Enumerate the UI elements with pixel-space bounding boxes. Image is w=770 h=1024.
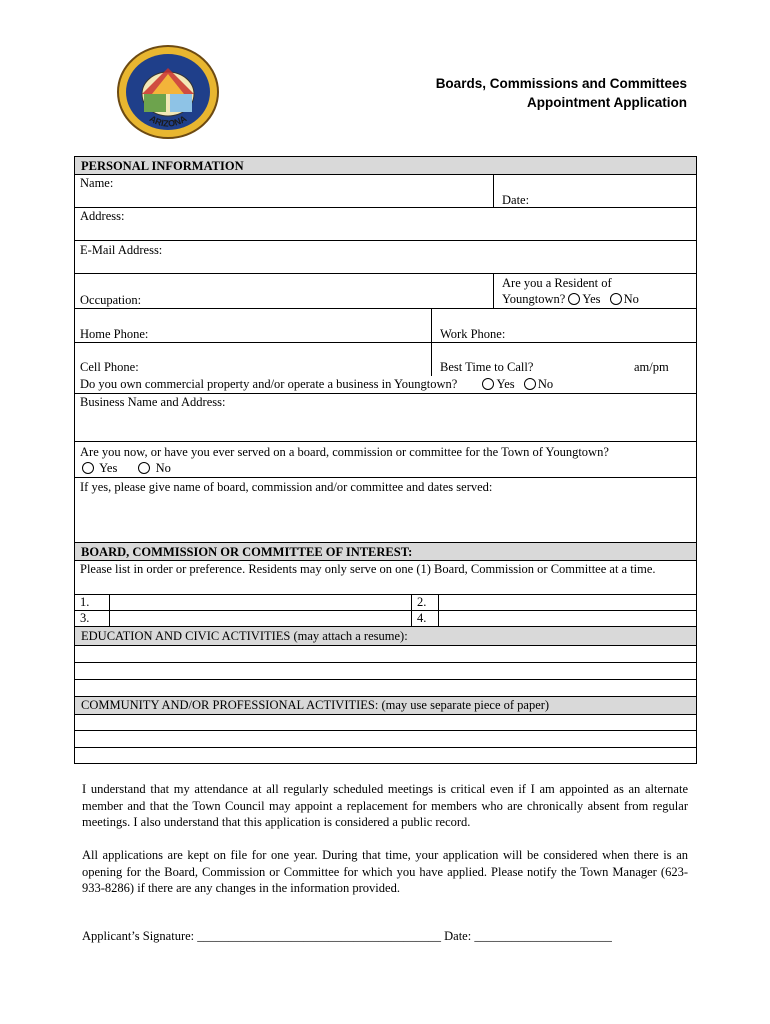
resident-no-label: No bbox=[623, 292, 639, 306]
attendance-statement: I understand that my attendance at all regularly scheduled meetings is critical even if I am appointed as an alternate member and that the Town Council may appoint a replacement for members who are chronically absent from regular meetings. I also understand that this application is considered a public record. bbox=[82, 782, 688, 829]
seal-bottom-text: ARIZONA bbox=[147, 113, 189, 129]
served-no-label: No bbox=[155, 461, 171, 475]
occupation-field[interactable] bbox=[75, 274, 493, 308]
education-line-1[interactable] bbox=[75, 646, 696, 662]
interest-header: BOARD, COMMISSION OR COMMITTEE OF INTEREST: bbox=[75, 543, 696, 560]
education-label: EDUCATION AND CIVIC ACTIVITIES (may attach a resume): bbox=[75, 627, 696, 645]
name-label: Name: bbox=[80, 176, 114, 190]
cell-phone-field[interactable] bbox=[75, 343, 431, 376]
choice-3-field[interactable] bbox=[110, 611, 411, 626]
date-label: Date: bbox=[502, 193, 530, 207]
am-pm-label: am/pm bbox=[634, 360, 669, 374]
work-phone-label: Work Phone: bbox=[440, 327, 506, 341]
cell-phone-label: Cell Phone: bbox=[80, 360, 139, 374]
business-question bbox=[80, 377, 553, 392]
served-yes-radio[interactable] bbox=[82, 462, 94, 474]
served-options bbox=[80, 461, 171, 476]
home-phone-field[interactable] bbox=[75, 309, 431, 342]
business-name-field[interactable] bbox=[75, 394, 696, 441]
occupation-label: Occupation: bbox=[80, 293, 142, 307]
title-line-2: Appointment Application bbox=[527, 95, 687, 110]
home-phone-label: Home Phone: bbox=[80, 327, 149, 341]
community-line-1[interactable] bbox=[75, 715, 696, 730]
email-field[interactable] bbox=[75, 241, 696, 273]
name-field[interactable] bbox=[75, 175, 493, 207]
address-field[interactable] bbox=[75, 208, 696, 240]
served-details-field[interactable] bbox=[75, 478, 696, 542]
business-no-label: No bbox=[537, 377, 554, 391]
personal-info-header: PERSONAL INFORMATION bbox=[75, 157, 696, 174]
community-line-2[interactable] bbox=[75, 731, 696, 747]
town-seal-logo bbox=[116, 44, 220, 140]
resident-question-line2: Youngtown? bbox=[502, 292, 566, 306]
served-no-radio[interactable] bbox=[138, 462, 150, 474]
resident-no-radio[interactable] bbox=[610, 293, 622, 305]
business-name-label: Business Name and Address: bbox=[80, 395, 226, 409]
document-title bbox=[436, 74, 687, 112]
interest-instructions: Please list in order or preference. Residents may only serve on one (1) Board, Commission or Committee at a time. bbox=[80, 562, 656, 576]
choice-2-label: 2. bbox=[417, 595, 427, 609]
served-details-label: If yes, please give name of board, commission and/or committee and dates served: bbox=[80, 480, 493, 494]
choice-3-label: 3. bbox=[80, 611, 90, 625]
work-phone-field[interactable] bbox=[432, 309, 696, 342]
email-label: E-Mail Address: bbox=[80, 243, 163, 257]
business-yes-radio[interactable] bbox=[482, 378, 494, 390]
address-label: Address: bbox=[80, 209, 125, 223]
signature-line[interactable]: Applicant’s Signature: _______________________________________ Date: ______________________ bbox=[82, 929, 612, 943]
resident-yes-label: Yes bbox=[582, 292, 601, 306]
best-time-field[interactable] bbox=[554, 343, 630, 376]
resident-question bbox=[502, 292, 639, 307]
community-label: COMMUNITY AND/OR PROFESSIONAL ACTIVITIES: (may use separate piece of paper) bbox=[75, 697, 696, 714]
choice-1-field[interactable] bbox=[110, 595, 411, 610]
application-form bbox=[74, 156, 697, 764]
served-yes-label: Yes bbox=[99, 461, 118, 475]
choice-2-field[interactable] bbox=[439, 595, 696, 610]
business-no-radio[interactable] bbox=[524, 378, 536, 390]
choice-4-field[interactable] bbox=[439, 611, 696, 626]
education-line-2[interactable] bbox=[75, 663, 696, 679]
choice-4-label: 4. bbox=[417, 611, 427, 625]
seal-top-text bbox=[116, 44, 220, 46]
resident-question-line1: Are you a Resident of bbox=[502, 276, 612, 290]
business-question-text: Do you own commercial property and/or operate a business in Youngtown? bbox=[80, 377, 458, 391]
title-line-1: Boards, Commissions and Committees bbox=[435, 76, 687, 91]
best-time-label: Best Time to Call? bbox=[440, 360, 534, 374]
community-line-3[interactable] bbox=[75, 748, 696, 763]
served-question: Are you now, or have you ever served on a board, commission or committee for the Town of Youngtown? bbox=[80, 445, 609, 459]
resident-yes-radio[interactable] bbox=[568, 293, 580, 305]
file-retention-statement: All applications are kept on file for one year. During that time, your application will be considered when there is an opening for the Board, Commission or Committee for which you have applied. Please notify the Town Manager (623-933-8286) if there are any changes in the information provided. bbox=[82, 848, 688, 895]
choice-1-label: 1. bbox=[80, 595, 90, 609]
date-field[interactable] bbox=[494, 175, 696, 207]
education-line-3[interactable] bbox=[75, 680, 696, 696]
business-yes-label: Yes bbox=[496, 377, 515, 391]
